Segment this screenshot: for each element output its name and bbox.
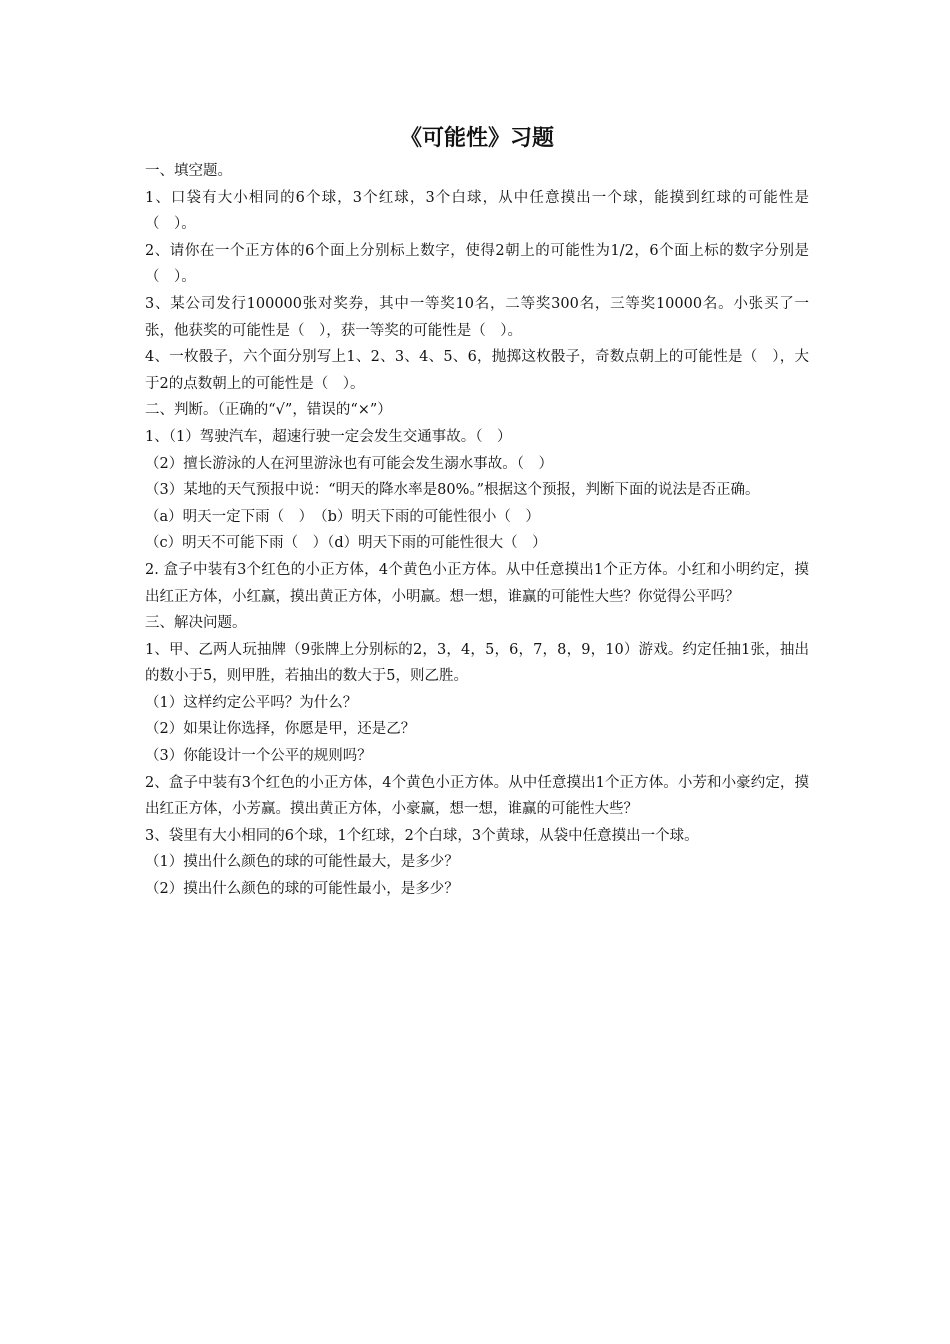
question-solve-3: 3、袋里有大小相同的6个球，1个红球，2个白球，3个黄球，从袋中任意摸出一个球。 — [145, 827, 699, 844]
question-judge-1-3: （3）某地的天气预报中说：“明天的降水率是80%。”根据这个预报，判断下面的说法是否正确。 — [145, 482, 760, 499]
question-solve-2: 2、盒子中装有3个红色的小正方体，4个黄色小正方体。从中任意摸出1个正方体。小芳和小豪约定，摸出红正方体，小芳赢。摸出黄正方体，小豪赢，想一想，谁赢的可能性大些？ — [145, 774, 809, 818]
section-heading-fill-blank: 一、填空题。 — [145, 163, 232, 179]
question-fill-4: 4、一枚骰子，六个面分别写上1、2、3、4、5、6，抛掷这枚骰子，奇数点朝上的可能性是（ ），大于2的点数朝上的可能性是（ ）。 — [145, 349, 809, 392]
question-judge-1-3-cd: （c）明天不可能下雨（ ）（d）明天下雨的可能性很大（ ） — [145, 535, 547, 552]
question-fill-1: 1、口袋有大小相同的6个球，3个红球，3个白球，从中任意摸出一个球，能摸到红球的可能性是（ ）。 — [145, 189, 809, 233]
question-judge-2: 2. 盒子中装有3个红色的小正方体，4个黄色小正方体。从中任意摸出1个正方体。小红和小明约定，摸出红正方体，小红赢，摸出黄正方体，小明赢。想一想，谁赢的可能性大些？你觉得公平吗？ — [145, 561, 809, 605]
section-heading-solve: 三、解决问题。 — [145, 615, 247, 632]
question-solve-3-1: （1）摸出什么颜色的球的可能性最大，是多少？ — [145, 854, 459, 871]
document-page — [145, 124, 809, 903]
question-solve-1-2: （2）如果让你选择，你愿是甲，还是乙？ — [145, 721, 416, 738]
question-solve-3-2: （2）摸出什么颜色的球的可能性最小，是多少？ — [145, 881, 459, 898]
question-fill-3: 3、某公司发行100000张对奖券，其中一等奖10名，二等奖300名，三等奖10000名。小张买了一张，他获奖的可能性是（ ），获一等奖的可能性是（ ）。 — [145, 295, 809, 339]
page-title: 《可能性》习题 — [399, 126, 554, 151]
question-solve-1-3: （3）你能设计一个公平的规则吗？ — [145, 748, 372, 765]
question-solve-1-1: （1）这样约定公平吗？为什么？ — [145, 694, 358, 711]
question-fill-2: 2、请你在一个正方体的6个面上分别标上数字，使得2朝上的可能性为1/2，6个面上标的数字分别是（ ）。 — [145, 242, 809, 286]
question-solve-1: 1、甲、乙两人玩抽牌（9张牌上分别标的2，3，4，5，6，7，8，9，10）游戏。约定任抽1张，抽出的数小于5，则甲胜，若抽出的数大于5，则乙胜。 — [145, 641, 809, 685]
question-judge-1-3-ab: （a）明天一定下雨（ ） （b）明天下雨的可能性很小（ ） — [145, 508, 540, 525]
question-judge-1-2: （2）擅长游泳的人在河里游泳也有可能会发生溺水事故。（ ） — [145, 455, 553, 472]
question-judge-1-1: 1、（1）驾驶汽车，超速行驶一定会发生交通事故。（ ） — [145, 428, 512, 445]
section-heading-judge: 二、判断。（正确的“√”，错误的“×”） — [145, 402, 392, 419]
